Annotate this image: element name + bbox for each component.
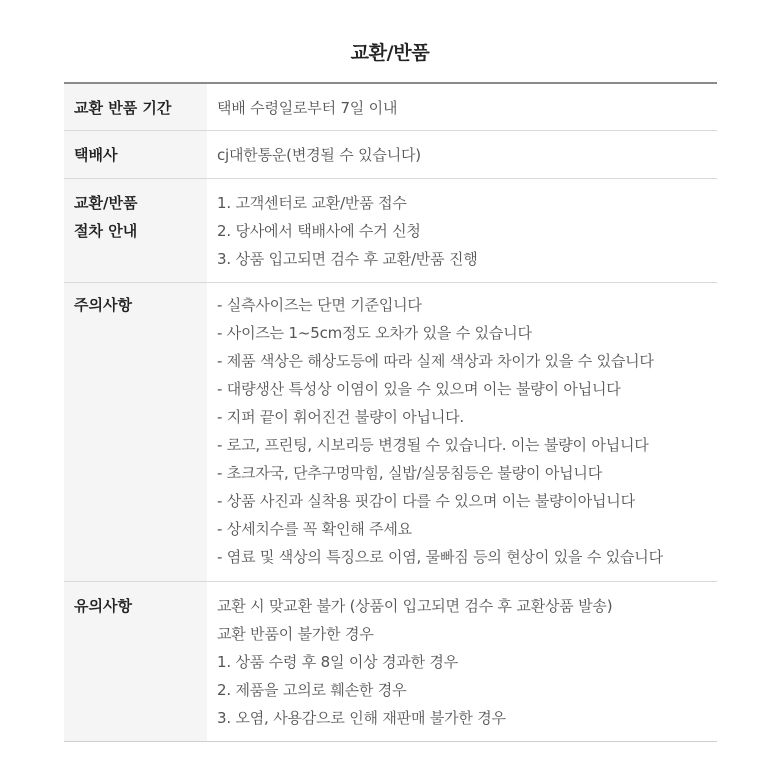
value-line: - 사이즈는 1~5cm정도 오차가 있을 수 있습니다 [217, 324, 532, 342]
value-line: - 상품 사진과 실착용 핏감이 다를 수 있으며 이는 불량이아닙니다 [217, 492, 635, 510]
row-value [207, 131, 717, 178]
table-row-cautions [64, 283, 717, 582]
value-line: cj대한통운(변경될 수 있습니다) [217, 146, 421, 164]
table-row-procedure [64, 179, 717, 283]
value-line: 1. 고객센터로 교환/반품 접수 [217, 194, 407, 212]
value-line: 3. 오염, 사용감으로 인해 재판매 불가한 경우 [217, 709, 506, 727]
row-label [64, 283, 207, 581]
label-line: 유의사항 [74, 597, 132, 615]
value-line: - 대량생산 특성상 이염이 있을 수 있으며 이는 불량이 아닙니다 [217, 380, 621, 398]
value-line: 2. 당사에서 택배사에 수거 신청 [217, 222, 421, 240]
value-line: 교환 반품이 불가한 경우 [217, 625, 374, 643]
table-row-period [64, 84, 717, 131]
label-line: 교환/반품 [74, 194, 138, 212]
label-line: 절차 안내 [74, 222, 138, 240]
value-line: 택배 수령일로부터 7일 이내 [217, 99, 398, 117]
value-line: - 상세치수를 꼭 확인해 주세요 [217, 520, 412, 538]
row-value [207, 283, 717, 581]
table-row-notes [64, 582, 717, 742]
row-label [64, 179, 207, 282]
label-line: 주의사항 [74, 296, 132, 314]
row-value [207, 582, 717, 741]
label-line: 교환 반품 기간 [74, 99, 172, 117]
value-line: 교환 시 맞교환 불가 (상품이 입고되면 검수 후 교환상품 발송) [217, 597, 613, 615]
value-line: - 지퍼 끝이 휘어진건 불량이 아닙니다. [217, 408, 464, 426]
row-label [64, 131, 207, 178]
value-line: 2. 제품을 고의로 훼손한 경우 [217, 681, 407, 699]
row-value [207, 179, 717, 282]
row-label [64, 582, 207, 741]
value-line: - 제품 색상은 해상도등에 따라 실제 색상과 차이가 있을 수 있습니다 [217, 352, 654, 370]
value-line: - 염료 및 색상의 특징으로 이염, 물빠짐 등의 현상이 있을 수 있습니다 [217, 548, 663, 566]
value-line: - 로고, 프린팅, 시보리등 변경될 수 있습니다. 이는 불량이 아닙니다 [217, 436, 649, 454]
value-line: - 실측사이즈는 단면 기준입니다 [217, 296, 422, 314]
value-line: 1. 상품 수령 후 8일 이상 경과한 경우 [217, 653, 459, 671]
value-line: 3. 상품 입고되면 검수 후 교환/반품 진행 [217, 250, 478, 268]
label-line: 택배사 [74, 146, 118, 164]
table-row-courier [64, 131, 717, 179]
value-line: - 초크자국, 단추구멍막힘, 실밥/실뭉침등은 불량이 아닙니다 [217, 464, 603, 482]
page-title: 교환/반품 [350, 42, 430, 64]
exchange-return-table [64, 82, 717, 742]
row-label [64, 84, 207, 130]
row-value [207, 84, 717, 130]
